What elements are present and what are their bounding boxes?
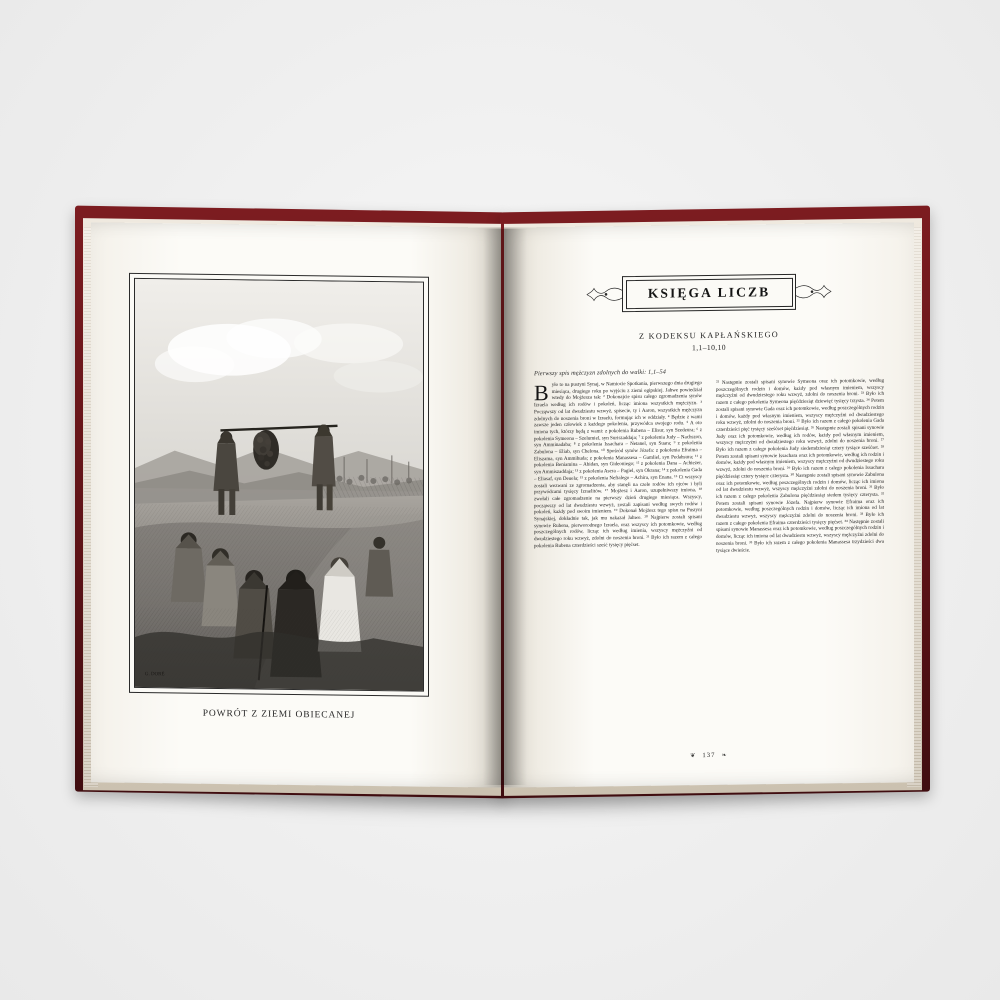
folio-ornament-left-icon: ❦ (690, 753, 697, 760)
column-left (534, 380, 702, 774)
title-box (622, 274, 796, 312)
title-cartouche (586, 269, 832, 316)
ornament-right-icon (790, 280, 832, 303)
right-page (504, 222, 914, 787)
engraving-artwork (135, 279, 423, 691)
left-page (91, 222, 501, 787)
book-title: KSIĘGA LICZB (647, 284, 771, 301)
column-right (716, 378, 884, 772)
pericope-rubric: Pierwszy spis mężczyzn zdolnych do walki: 1,1–54 (534, 368, 666, 378)
folio-ornament-right-icon: ❧ (721, 752, 728, 759)
column-left-text: yło to na pustyni Synaj, w Namiocie Spotkania, pierwszego dnia drugiego miesiąca, drugiego roku po wyjściu z ziemi egipskiej. Jahwe powiedział wtedy do Mojżesza tak: ² Dokonajcie spisu całego zgromadzenia synów Izraela według ich rodów i pokoleń, licząc imiona wszystkich mężczyzn. ³ Począwszy od lat dwudziestu wzwyż, spisecie, ty i Aaron, wszystkich mężczyzn zdolnych do noszenia broni w Izraelu, formując ich w oddziały. ⁴ Będzie z wami zawsze jeden człowiek z każdego pokolenia, przywódca swojego rodu. ⁵ A oto imiona tych, którzy będą z wami: z pokolenia Rubena – Elisur, syn Szedeura; ⁶ z pokolenia Symeona – Szelumiel, syn Suriszaddaja; ⁷ z pokolenia Judy – Nachszon, syn Amminadaba; ⁸ z pokolenia Issachara – Netanel, syn Suara; ⁹ z pokolenia Zabulona – Eliab, syn Chelona. ¹⁰ Spośród synów Józefa: z pokolenia Efraima – Eliszama, syn Ammihuda; z pokolenia Manassesa – Gamliel, syn Pedahsura; ¹¹ z pokolenia Beniamina – Abidan, syn Gideoniego; ¹² z pokolenia Dana – Achiezer, syn Ammiszaddaja; ¹³ z pokolenia Asera – Pagiel, syn Okrana; ¹⁴ z pokolenia Gada – Eliasaf, syn Deuela; ¹⁵ z pokolenia Neftalego – Achira, syn Enana. ¹⁶ Ci wszyscy zostali wezwani ze zgromadzenia, aby stanęli na czele rodów ich ojców i byli przywódcami tysięcy Izraelitów. ¹⁷ Mojżesz i Aaron, uzupełniwszy imiona, ¹⁸ zwołali całe zgromadzenie na pierwszy dzień drugiego miesiąca. Wszyscy, począwszy od lat dwudziestu wzwyż, zostali zapisani według swych rodów i pokoleń, każdy pod swoim imieniem. ¹⁹ Dokonał Mojżesz tego spisu na Pustyni Synajskiej, dokładnie tak, jak mu nakazał Jahwe. ²⁰ Najpierw zostali spisani synowie Rubena, pierworodnego Izraela, oraz wszyscy ich potomkowie, według poszczególnych rodów, licząc ich według imienia, wszyscy mężczyźni od dwudziestego roku wzwyż, zdolni do noszenia broni. ²¹ Było ich razem z całego pokolenia Rubena czterdzieści sześć tysięcy pięćset. (534, 380, 702, 550)
illustration-caption: POWRÓT Z ZIEMI OBIECANEJ (202, 708, 356, 721)
text-columns (534, 378, 884, 775)
engraver-signature: G. DORÉ (144, 672, 165, 678)
section-subtitle-reference: 1,1–10,10 (692, 342, 726, 353)
engraving-image (135, 279, 423, 691)
illustration-plate (129, 273, 429, 697)
plate-inner-border (134, 278, 424, 692)
right-page-content (534, 251, 884, 764)
drop-cap: B (534, 380, 549, 406)
page-number: 137 (702, 751, 716, 760)
open-book (75, 205, 930, 805)
column-right-text: ²² Następnie zostali spisani synowie Symeona oraz ich potomkowie, według poszczególnych rodzin i domów, każdy pod własnym imieniem, wszyscy mężczyźni od dwudziestego roku wzwyż, zdolni do noszenia broni. ²³ Było ich razem z całego pokolenia Symeona pięćdziesiąt dziewięć tysięcy trzysta. ²⁴ Potem zostali spisani synowie Gada oraz ich potomkowie, według poszczególnych rodzin i domów, każdy pod własnym imieniem, wszyscy mężczyźni od dwudziestego roku wzwyż, zdolni do noszenia broni. ²⁵ Było ich razem z całego pokolenia Gada czterdzieści pięć tysięcy sześćset pięćdziesiąt. ²⁶ Następnie zostali spisani synowie Judy oraz ich potomkowie, według ich rodów, każdy pod własnym imieniem, wszyscy mężczyźni od dwudziestego roku wzwyż, zdolni do noszenia broni. ²⁷ Było ich razem z całego pokolenia Judy siedemdziesiąt cztery tysiące sześćset. ²⁸ Potem zostali spisani synowie Issachara oraz ich potomkowie, według ich rodzin i domów, każdy pod własnym imieniem, wszyscy mężczyźni od dwudziestego roku wzwyż, zdolni do noszenia broni. ²⁹ Było ich razem z całego pokolenia Issachara pięćdziesiąt cztery tysiące czterysta. ³⁰ Następnie zostali spisani synowie Zabulona oraz ich potomkowie, według poszczególnych rodzin i domów, licząc ich imiona od lat dwudziestu wzwyż, wszyscy mężczyźni zdolni do noszenia broni. ³¹ Było ich razem z całego pokolenia Zabulona pięćdziesiąt siedem tysięcy czterysta. ³² Potem zostali spisani synowie Józefa. Najpierw synowie Efraima oraz ich potomkowie, według poszczególnych rodzin i domów, licząc ich imiona od lat dwudziestu wzwyż, wszyscy mężczyźni zdolni do noszenia broni. ³³ Było ich razem z całego pokolenia Efraima czterdzieści tysięcy pięćset. ³⁴ Następnie zostali spisani synowie Manassesa oraz ich potomkowie, według poszczególnych rodzin i domów, licząc ich imiona od lat dwudziestu wzwyż, wszyscy mężczyźni zdolni do noszenia broni. ³⁵ Było ich razem z całego pokolenia Manassesa trzydzieści dwa tysiące dwieście. (716, 377, 884, 554)
plate-outer-border (129, 273, 429, 697)
section-subtitle: Z KODEKSU KAPŁAŃSKIEGO (638, 330, 780, 341)
